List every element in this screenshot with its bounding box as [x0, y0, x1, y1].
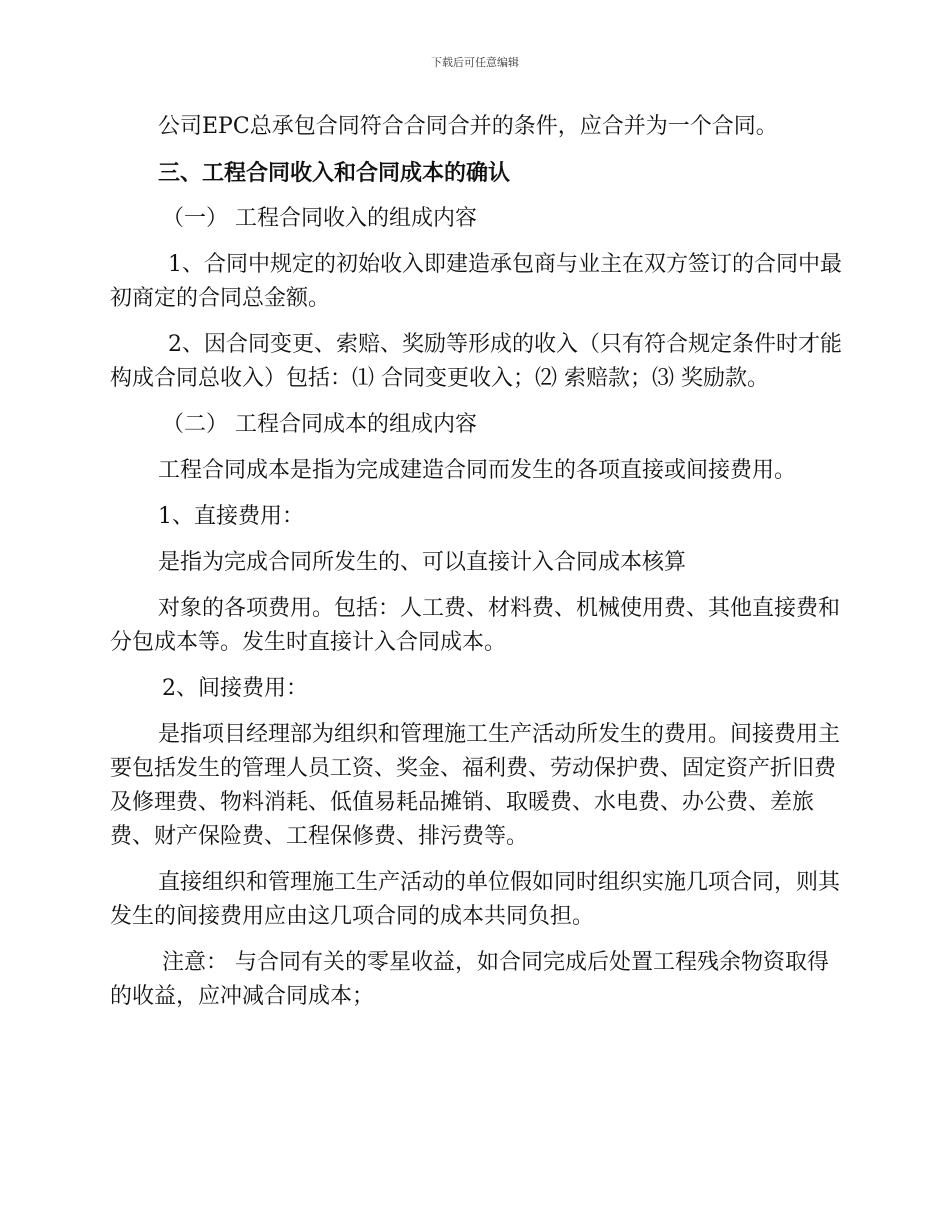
paragraph-note: 注意： 与合同有关的零星收益，如合同完成后处置工程残余物资取得的收益，应冲减合同成本；	[110, 950, 829, 1009]
section-heading-3: 三、工程合同收入和合同成本的确认	[158, 160, 511, 186]
paragraph-indirect-cost-heading: 2、间接费用：	[162, 676, 308, 701]
paragraph-epc-merge: 公司EPC总承包合同符合合同合并的条件，应合并为一个合同。	[158, 114, 778, 139]
paragraph-direct-cost-heading: 1、直接费用：	[158, 504, 304, 529]
paragraph-cost-definition: 工程合同成本是指为完成建造合同而发生的各项直接或间接费用。	[158, 458, 797, 483]
page-header: 下载后可任意编辑	[431, 56, 519, 69]
document-body	[110, 110, 845, 1014]
paragraph-indirect-cost-def: 是指项目经理部为组织和管理施工生产活动所发生的费用。间接费用主要包括发生的管理人员工资、奖金、福利费、劳动保护费、固定资产折旧费及修理费、物料消耗、低值易耗品摊销、取暖费、水电费、办公费、差旅费、财产保险费、工程保修费、排污费等。	[110, 722, 841, 849]
subsection-heading-1: （一） 工程合同收入的组成内容	[162, 206, 477, 231]
paragraph-item-2: 2、因合同变更、索赔、奖励等形成的收入（只有符合规定条件时才能构成合同总收入）包括：⑴ 合同变更收入；⑵ 索赔款；⑶ 奖励款。	[110, 332, 842, 391]
paragraph-direct-cost-def: 是指为完成合同所发生的、可以直接计入合同成本核算	[158, 550, 687, 575]
subsection-heading-2: （二） 工程合同成本的组成内容	[162, 412, 477, 437]
paragraph-item-1: 1、合同中规定的初始收入即建造承包商与业主在双方签订的合同中最初商定的合同总金额。	[110, 252, 842, 311]
paragraph-direct-cost-items: 对象的各项费用。包括：人工费、材料费、机械使用费、其他直接费和分包成本等。发生时直接计入合同成本。	[110, 596, 841, 655]
paragraph-shared-indirect: 直接组织和管理施工生产活动的单位假如同时组织实施几项合同，则其发生的间接费用应由这几项合同的成本共同负担。	[110, 870, 841, 929]
